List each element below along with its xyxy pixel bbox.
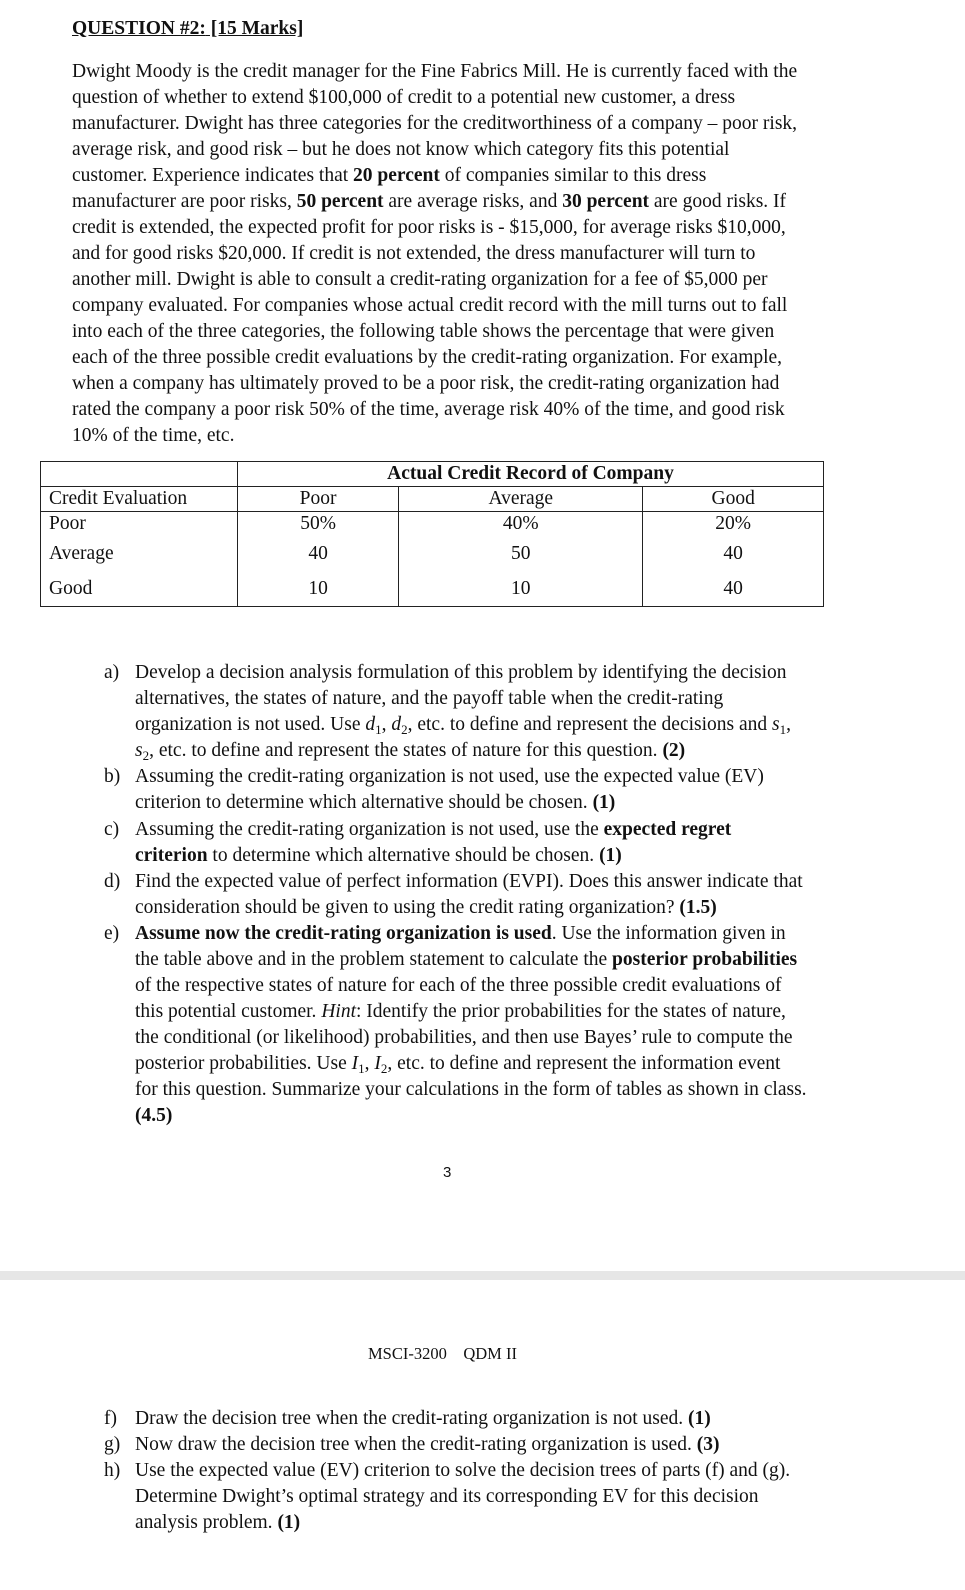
text-segment: Draw the decision tree when the credit-rating organization is not used. xyxy=(135,1408,689,1429)
text-line xyxy=(72,397,797,423)
text-line xyxy=(135,1077,807,1103)
text-segment: company evaluated. For companies whose actual credit record with the mill turns out to fall xyxy=(72,295,788,316)
text-segment: rated the company a poor risk 50% of the time, average risk 40% of the time, and good risk xyxy=(72,399,785,420)
text-segment: average risk, and good risk – but he does not know which category fits this potential xyxy=(72,139,730,160)
text-line xyxy=(135,764,764,790)
part-label: h) xyxy=(104,1460,121,1481)
text-segment: are average risks, and xyxy=(383,191,563,212)
text-segment: Assuming the credit-rating organization is not used, use the expected value (EV) xyxy=(135,766,764,787)
part-text xyxy=(135,1432,719,1458)
text-segment: are good risks. If xyxy=(649,191,787,212)
text-segment: manufacturer. Dwight has three categories for the creditworthiness of a company – poor risk, xyxy=(72,113,798,134)
text-line xyxy=(135,1458,790,1484)
part-label: e) xyxy=(104,923,120,944)
text-line xyxy=(135,660,791,686)
subscript: 1 xyxy=(358,1061,365,1076)
table-cell: 40 xyxy=(238,536,399,572)
text-segment: consideration should be given to using the credit rating organization? xyxy=(135,897,680,918)
table-cell: 10 xyxy=(238,572,399,607)
text-line xyxy=(135,790,764,816)
part-label: a) xyxy=(104,662,120,683)
text-line xyxy=(135,712,791,738)
text-line xyxy=(135,947,807,973)
bold-text: (2) xyxy=(662,740,686,761)
bold-text: (3) xyxy=(696,1434,720,1455)
text-segment: credit is extended, the expected profit for poor risks is - $15,000, for average risks $10,000, xyxy=(72,217,786,238)
text-segment: 10% of the time, etc. xyxy=(72,425,235,446)
page-break-divider xyxy=(0,1271,965,1280)
part-label: d) xyxy=(104,871,121,892)
table-row xyxy=(41,512,824,537)
bold-text: 20 percent xyxy=(353,165,440,186)
text-line xyxy=(135,973,807,999)
italic-text: d xyxy=(391,714,402,735)
text-segment: Find the expected value of perfect information (EVPI). Does this answer indicate that xyxy=(135,871,803,892)
text-segment: another mill. Dwight is able to consult a credit-rating organization for a fee of $5,000 per xyxy=(72,269,768,290)
subscript: 2 xyxy=(401,722,408,737)
row-label: Average xyxy=(41,536,238,572)
bold-text: (4.5) xyxy=(135,1105,173,1126)
text-segment: : Identify the prior probabilities for the states of nature, xyxy=(355,1001,786,1022)
text-segment: , xyxy=(381,714,392,735)
page-number: 3 xyxy=(443,1164,452,1181)
text-line xyxy=(135,686,791,712)
column-header: Average xyxy=(399,487,643,512)
text-segment: , etc. to define and represent the information event xyxy=(387,1053,781,1074)
subscript: 1 xyxy=(375,722,382,737)
bold-text: posterior probabilities xyxy=(612,949,798,970)
text-line xyxy=(135,1432,719,1458)
italic-text: I xyxy=(351,1053,359,1074)
text-line xyxy=(72,85,797,111)
text-line xyxy=(72,371,797,397)
text-segment: Develop a decision analysis formulation of this problem by identifying the decision xyxy=(135,662,787,683)
text-segment: question of whether to extend $100,000 of credit to a potential new customer, a dress xyxy=(72,87,736,108)
question-marks: [15 Marks] xyxy=(205,18,304,39)
text-line xyxy=(135,999,807,1025)
problem-statement xyxy=(72,59,797,449)
text-line xyxy=(72,293,797,319)
text-segment: of the respective states of nature for each of the three possible credit evaluations of xyxy=(135,975,782,996)
text-segment: when a company has ultimately proved to be a poor risk, the credit-rating organization had xyxy=(72,373,780,394)
text-segment: , etc. to define and represent the states of nature for this question. xyxy=(149,740,663,761)
text-line xyxy=(72,215,797,241)
part-label: b) xyxy=(104,766,121,787)
subscript: 2 xyxy=(380,1061,388,1076)
subscript: 2 xyxy=(142,748,150,763)
bold-text: (1) xyxy=(599,845,622,866)
text-segment: this potential customer. xyxy=(135,1001,322,1022)
part-label: c) xyxy=(104,819,120,840)
bold-text: (1) xyxy=(277,1512,301,1533)
question-number: QUESTION #2: xyxy=(72,18,206,39)
text-segment: Use the expected value (EV) criterion to solve the decision trees of parts (f) and (g). xyxy=(135,1460,791,1481)
bold-text: 30 percent xyxy=(562,191,650,212)
table-cell: 50 xyxy=(399,536,643,572)
text-segment: manufacturer are poor risks, xyxy=(72,191,297,212)
bold-text: criterion xyxy=(135,845,208,866)
part-text xyxy=(135,1406,711,1432)
text-line xyxy=(135,1103,807,1129)
text-line xyxy=(135,738,791,764)
text-line xyxy=(135,1510,790,1536)
table-corner xyxy=(41,462,238,487)
text-line xyxy=(72,111,797,137)
question-title xyxy=(72,18,303,40)
table-cell: 40% xyxy=(399,512,643,537)
text-segment: of companies similar to this dress xyxy=(439,165,707,186)
credit-evaluation-table xyxy=(40,461,824,607)
text-line xyxy=(135,895,803,921)
text-segment: criterion to determine which alternative should be chosen. xyxy=(135,792,593,813)
part-text xyxy=(135,817,731,869)
text-line xyxy=(72,423,797,449)
text-line xyxy=(72,267,797,293)
table-header-row xyxy=(41,487,824,512)
row-header: Credit Evaluation xyxy=(41,487,238,512)
text-segment: each of the three possible credit evaluations by the credit-rating organization. For example, xyxy=(72,347,783,368)
table-cell: 20% xyxy=(643,512,824,537)
text-segment: , etc. to define and represent the decisions and xyxy=(407,714,773,735)
page-footer: MSCI-3200 QDM II xyxy=(368,1344,517,1363)
text-segment: the conditional (or likelihood) probabilities, and then use Bayes’ rule to compute the xyxy=(135,1027,793,1048)
text-segment: alternatives, the states of nature, and the payoff table when the credit-rating xyxy=(135,688,724,709)
text-segment: into each of the three categories, the following table shows the percentage that were given xyxy=(72,321,775,342)
text-segment: customer. Experience indicates that xyxy=(72,165,354,186)
part-text xyxy=(135,869,803,921)
text-segment: Determine Dwight’s optimal strategy and its corresponding EV for this decision xyxy=(135,1486,759,1507)
text-line xyxy=(72,241,797,267)
table-row xyxy=(41,572,824,607)
text-line xyxy=(135,843,731,869)
text-line xyxy=(72,319,797,345)
italic-text: s xyxy=(772,714,780,735)
text-segment: . Use the information given in xyxy=(551,923,786,944)
table-cell: 50% xyxy=(238,512,399,537)
text-segment: to determine which alternative should be chosen. xyxy=(207,845,600,866)
text-line xyxy=(135,1406,711,1432)
italic-text: s xyxy=(135,740,143,761)
bold-text: (1) xyxy=(592,792,616,813)
text-segment: Now draw the decision tree when the credit-rating organization is used. xyxy=(135,1434,697,1455)
table-cell: 10 xyxy=(399,572,643,607)
text-line xyxy=(72,59,797,85)
text-line xyxy=(72,189,797,215)
bold-text: Assume now the credit-rating organization is used xyxy=(135,923,552,944)
table-cell: 40 xyxy=(643,572,824,607)
text-line xyxy=(135,921,807,947)
italic-text: Hint xyxy=(321,1001,356,1022)
part-text xyxy=(135,921,807,1129)
text-segment: analysis problem. xyxy=(135,1512,278,1533)
text-line xyxy=(135,817,731,843)
part-text xyxy=(135,764,764,816)
bold-text: (1) xyxy=(688,1408,711,1429)
text-segment: for this question. Summarize your calculations in the form of tables as shown in class. xyxy=(135,1079,807,1100)
text-segment: organization is not used. Use xyxy=(135,714,366,735)
column-header: Poor xyxy=(238,487,399,512)
text-segment: , xyxy=(786,714,791,735)
text-segment: and for good risks $20,000. If credit is not extended, the dress manufacturer will turn to xyxy=(72,243,756,264)
table-cell: 40 xyxy=(643,536,824,572)
text-segment: Assuming the credit-rating organization is not used, use the xyxy=(135,819,604,840)
group-header: Actual Credit Record of Company xyxy=(238,462,824,487)
text-line xyxy=(72,163,797,189)
text-line xyxy=(135,1025,807,1051)
text-line xyxy=(135,1484,790,1510)
text-segment: , xyxy=(364,1053,375,1074)
italic-text: d xyxy=(365,714,376,735)
table-row xyxy=(41,536,824,572)
bold-text: expected regret xyxy=(603,819,732,840)
column-header: Good xyxy=(643,487,824,512)
text-line xyxy=(72,345,797,371)
italic-text: I xyxy=(374,1053,381,1074)
bold-text: 50 percent xyxy=(296,191,384,212)
part-text xyxy=(135,660,791,764)
text-segment: posterior probabilities. Use xyxy=(135,1053,352,1074)
part-text xyxy=(135,1458,790,1536)
part-label: g) xyxy=(104,1434,121,1455)
subscript: 1 xyxy=(779,722,787,737)
text-segment: the table above and in the problem statement to calculate the xyxy=(135,949,613,970)
row-label: Good xyxy=(41,572,238,607)
row-label: Poor xyxy=(41,512,238,537)
part-label: f) xyxy=(104,1408,117,1429)
bold-text: (1.5) xyxy=(679,897,717,918)
text-line xyxy=(135,1051,807,1077)
text-line xyxy=(135,869,803,895)
text-segment: Dwight Moody is the credit manager for the Fine Fabrics Mill. He is currently faced with the xyxy=(72,61,798,82)
text-line xyxy=(72,137,797,163)
